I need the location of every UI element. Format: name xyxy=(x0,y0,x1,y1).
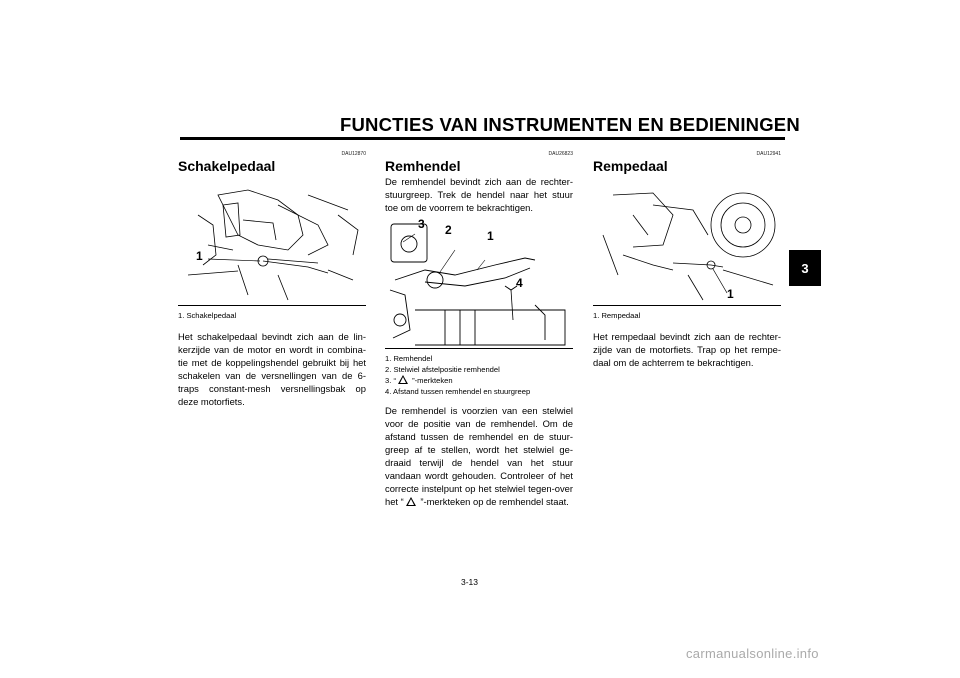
section-title: Rempedaal xyxy=(593,158,668,174)
caption-item: 4. Afstand tussen remhendel en stuurgreep xyxy=(385,387,531,396)
section-intro: De remhendel bevindt zich aan de rechter-stuurgreep. Trek de hendel naar het stuur toe om de voorrem te bekrachtigen. xyxy=(385,176,573,213)
caption-divider xyxy=(178,305,366,306)
caption-item: 2. Stelwiel afstelpositie remhendel xyxy=(385,365,500,374)
section-code: DAU26823 xyxy=(548,151,573,157)
triangle-mark-icon xyxy=(398,375,408,384)
figure-shift-pedal xyxy=(178,175,366,303)
section-title: Schakelpedaal xyxy=(178,158,276,174)
figure-brake-pedal xyxy=(593,175,781,303)
callout-3: 3 xyxy=(418,217,425,231)
caption-prefix: 3. “ xyxy=(385,376,396,385)
section-remhendel xyxy=(385,150,573,508)
watermark: carmanualsonline.info xyxy=(686,646,819,661)
caption-suffix: ”-merkteken xyxy=(409,376,453,385)
chapter-tab[interactable]: 3 xyxy=(789,250,821,286)
callout-4: 4 xyxy=(516,276,523,290)
page-header-title: FUNCTIES VAN INSTRUMENTEN EN BEDIENINGEN xyxy=(340,114,800,135)
callout-1: 1 xyxy=(487,229,494,243)
section-schakelpedaal xyxy=(178,150,366,408)
caption-divider xyxy=(385,348,573,349)
caption-item: 1. Remhendel xyxy=(385,354,433,363)
brake-lever-illustration xyxy=(385,220,573,346)
section-body: Het rempedaal bevindt zich aan de rechter-zijde van de motorfiets. Trap op het rempe-daal om de achterrem te bekrachtigen. xyxy=(593,331,781,368)
section-code: DAU12870 xyxy=(341,151,366,157)
callout-2: 2 xyxy=(445,223,452,237)
body-part-b: ”-merkteken op de remhendel staat. xyxy=(417,496,569,507)
section-code: DAU12941 xyxy=(756,151,781,157)
body-part-a: De remhendel is voorzien van een stelwiel voor de positie van de remhendel. Om de afstand tussen de remhendel en de stuur-greep af te stellen, wordt het stelwiel ge-draaid terwijl de hendel van het stuur vandaan wordt gehouden. Controleer of het correcte instelpunt op het stelwiel tegen-over het “ xyxy=(385,405,573,507)
section-body xyxy=(385,404,573,508)
brake-pedal-illustration xyxy=(593,175,781,303)
section-body: Het schakelpedaal bevindt zich aan de lin-kerzijde van de motor en wordt in combina-tie met de koppelingshendel gebruikt bij het schakelen van de versnellingen van de 6-traps constant-mesh versnellingsbak op deze motorfiets. xyxy=(178,331,366,407)
triangle-mark-icon xyxy=(406,497,416,506)
caption-divider xyxy=(593,305,781,306)
shift-pedal-illustration xyxy=(178,175,366,303)
caption-item: 1. Schakelpedaal xyxy=(178,311,237,320)
figure-brake-lever xyxy=(385,217,573,346)
section-title: Remhendel xyxy=(385,158,461,174)
section-rempedaal xyxy=(593,150,781,369)
caption-item: 1. Rempedaal xyxy=(593,311,641,320)
caption-item-mark xyxy=(385,375,573,386)
page-number: 3-13 xyxy=(461,577,479,587)
callout-1: 1 xyxy=(727,287,734,301)
header-rule xyxy=(180,137,785,140)
callout-1: 1 xyxy=(196,249,203,263)
